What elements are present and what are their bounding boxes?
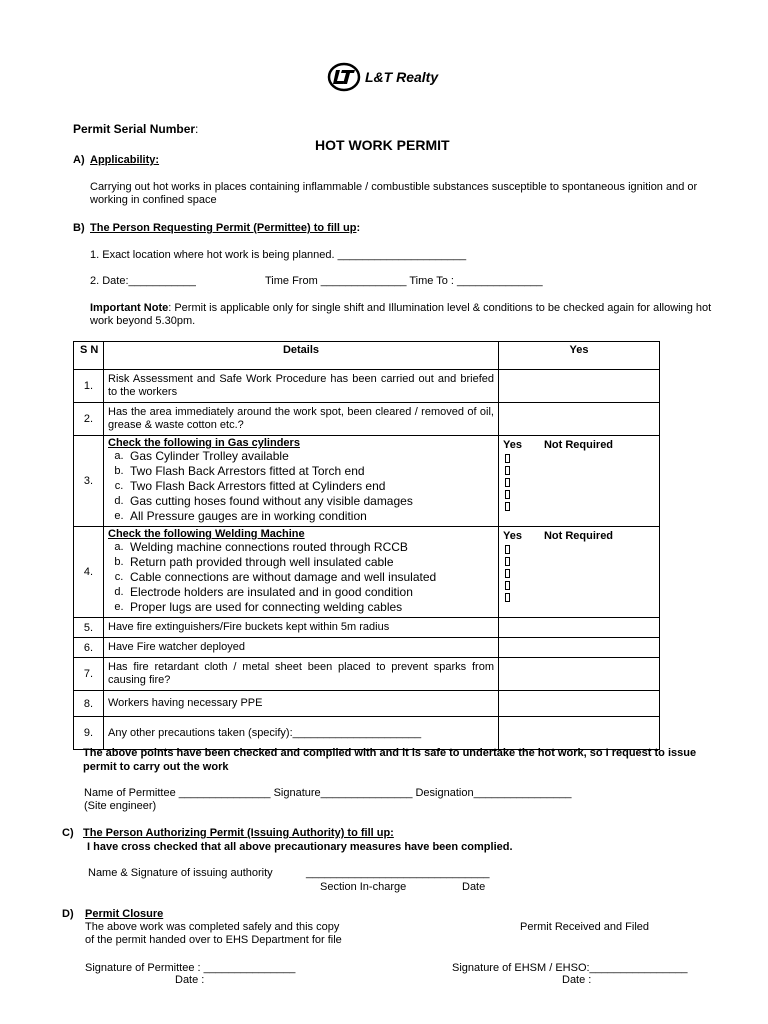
- row-details: Have Fire watcher deployed: [104, 638, 499, 658]
- item-text: Return path provided through well insulated cable: [130, 555, 394, 569]
- gas-yes-head: [503, 439, 655, 451]
- not-required-label: Not Required: [543, 530, 614, 542]
- serial-label-text: Permit Serial Number: [73, 122, 196, 136]
- header-details: Details: [104, 342, 499, 370]
- section-a-heading: Applicability:: [90, 154, 160, 166]
- closure-line-2: of the permit handed over to EHS Department for file: [85, 934, 342, 946]
- item-text: Electrode holders are insulated and in good condition: [130, 585, 413, 599]
- row-details: Has the area immediately around the work spot, been cleared / removed of oil, grease & waste cotton etc.?: [104, 403, 499, 436]
- item-letter: b.: [114, 465, 124, 477]
- lt-logo-icon: [327, 62, 361, 92]
- list-item: [108, 494, 494, 509]
- section-a-marker: A): [73, 154, 85, 166]
- page-title: HOT WORK PERMIT: [315, 137, 450, 153]
- not-required-label: Not Required: [543, 439, 614, 451]
- table-row-welding: [74, 527, 660, 618]
- table-header-row: [74, 342, 660, 370]
- yes-cell[interactable]: [499, 691, 660, 717]
- row-sn: 3.: [74, 436, 104, 527]
- gas-yes-cell[interactable]: [499, 436, 660, 527]
- item-text: Gas Cylinder Trolley available: [130, 449, 289, 463]
- table-row: [74, 717, 660, 750]
- welding-title: Check the following Welding Machine: [108, 528, 305, 540]
- closure-date-right[interactable]: Date :: [562, 974, 592, 986]
- welding-list: [108, 540, 494, 615]
- lt-realty-logo: [327, 62, 438, 92]
- row-sn: 2.: [74, 403, 104, 436]
- ehsm-signature[interactable]: Signature of EHSM / EHSO:________________: [452, 962, 688, 974]
- checkbox-icon[interactable]: [505, 478, 510, 487]
- yes-cell[interactable]: [499, 717, 660, 750]
- table-row: [74, 403, 660, 436]
- yes-cell[interactable]: [499, 638, 660, 658]
- item-text: All Pressure gauges are in working condition: [130, 509, 367, 523]
- yes-cell[interactable]: [499, 618, 660, 638]
- time-field[interactable]: Time From ______________ Time To : ______________: [265, 275, 543, 287]
- checkbox-icon[interactable]: [505, 581, 510, 590]
- closure-date-left[interactable]: Date :: [175, 974, 205, 986]
- section-b-colon: :: [356, 222, 361, 234]
- section-a-text: Carrying out hot works in places containing inflammable / combustible substances susceptible to spontaneous ignition and or working in confined space: [90, 181, 698, 206]
- brand-name: L&T Realty: [365, 69, 439, 85]
- gas-list: [108, 449, 494, 524]
- yes-label: Yes: [503, 439, 522, 451]
- item-letter: c.: [114, 571, 124, 583]
- checkbox-icon[interactable]: [505, 545, 510, 554]
- item-text: Proper lugs are used for connecting welding cables: [130, 600, 403, 614]
- row-details: Have fire extinguishers/Fire buckets kept within 5m radius: [104, 618, 499, 638]
- checkbox-icon[interactable]: [505, 593, 510, 602]
- welding-checkbox-column: [503, 545, 655, 602]
- row-details: Has fire retardant cloth / metal sheet been placed to prevent sparks from causing fire?: [104, 658, 499, 691]
- checklist-table: [73, 341, 660, 750]
- yes-cell[interactable]: [499, 370, 660, 403]
- issuing-authority-line[interactable]: ______________________________: [306, 867, 490, 879]
- item-text: Gas cutting hoses found without any visible damages: [130, 494, 413, 508]
- item-letter: c.: [114, 480, 124, 492]
- item-letter: a.: [114, 450, 124, 462]
- gas-title: Check the following in Gas cylinders: [108, 437, 300, 449]
- permit-received-label: Permit Received and Filed: [520, 921, 650, 933]
- site-engineer-label: (Site engineer): [84, 800, 157, 812]
- issuing-authority-label: Name & Signature of issuing authority: [88, 867, 273, 879]
- list-item: [108, 570, 494, 585]
- list-item: [108, 479, 494, 494]
- yes-cell[interactable]: [499, 403, 660, 436]
- list-item: [108, 555, 494, 570]
- gas-checks: [104, 436, 499, 527]
- table-row-gas: [74, 436, 660, 527]
- item-text: Two Flash Back Arrestors fitted at Torch end: [130, 464, 365, 478]
- item-letter: d.: [114, 495, 124, 507]
- list-item: [108, 600, 494, 615]
- item-text: Welding machine connections routed through RCCB: [130, 540, 408, 554]
- item-letter: e.: [114, 510, 124, 522]
- item-letter: a.: [114, 541, 124, 553]
- row-sn: 9.: [74, 717, 104, 750]
- list-item: [108, 540, 494, 555]
- item-letter: b.: [114, 556, 124, 568]
- row-sn: 1.: [74, 370, 104, 403]
- important-note: [90, 302, 715, 328]
- section-b-heading-text: The Person Requesting Permit (Permittee) to fill up: [90, 222, 357, 234]
- table-row: [74, 618, 660, 638]
- item-letter: d.: [114, 586, 124, 598]
- header-yes: Yes: [499, 342, 660, 370]
- item-text: Cable connections are without damage and well insulated: [130, 570, 437, 584]
- section-incharge-label: Section In-charge: [320, 881, 407, 893]
- section-d-heading: Permit Closure: [85, 908, 164, 920]
- closure-line-1: The above work was completed safely and this copy: [85, 921, 340, 933]
- list-item: [108, 464, 494, 479]
- welding-checks: [104, 527, 499, 618]
- row-sn: 7.: [74, 658, 104, 691]
- date-field[interactable]: 2. Date:___________: [90, 275, 196, 287]
- checkbox-icon[interactable]: [505, 454, 510, 463]
- table-row: [74, 638, 660, 658]
- section-c-subtext: I have cross checked that all above precautionary measures have been complied.: [87, 841, 513, 853]
- declaration-text: The above points have been checked and complied with and it is safe to undertake the hot work, so I request to issue permit to carry out the work: [83, 747, 697, 773]
- checkbox-icon[interactable]: [505, 569, 510, 578]
- row-details: Workers having necessary PPE: [104, 691, 499, 717]
- section-c-date-label: Date: [462, 881, 486, 893]
- location-field[interactable]: 1. Exact location where hot work is being planned. _____________________: [90, 249, 467, 261]
- list-item: [108, 449, 494, 464]
- checkbox-icon[interactable]: [505, 490, 510, 499]
- yes-label: Yes: [503, 530, 522, 542]
- checkbox-icon[interactable]: [505, 502, 510, 511]
- table-row: [74, 370, 660, 403]
- row-sn: 4.: [74, 527, 104, 618]
- section-b-heading: [90, 222, 360, 234]
- note-label: Important Note: [90, 302, 169, 314]
- permittee-signature-line[interactable]: Name of Permittee _______________ Signature_______________ Designation________________: [84, 787, 572, 799]
- row-sn: 6.: [74, 638, 104, 658]
- section-d-marker: D): [62, 908, 74, 920]
- section-c-marker: C): [62, 827, 74, 839]
- list-item: [108, 585, 494, 600]
- gas-checkbox-column: [503, 454, 655, 511]
- serial-colon: :: [195, 122, 199, 136]
- list-item: [108, 509, 494, 524]
- table-row: [74, 691, 660, 717]
- header-sn: S N: [74, 342, 104, 370]
- row-details[interactable]: Any other precautions taken (specify):_____________________: [104, 717, 499, 750]
- row-sn: 8.: [74, 691, 104, 717]
- table-row: [74, 658, 660, 691]
- item-letter: e.: [114, 601, 124, 613]
- permit-serial-label: [73, 122, 198, 136]
- checkbox-icon[interactable]: [505, 466, 510, 475]
- row-details: Risk Assessment and Safe Work Procedure has been carried out and briefed to the workers: [104, 370, 499, 403]
- welding-yes-cell[interactable]: [499, 527, 660, 618]
- welding-yes-head: [503, 530, 655, 542]
- checkbox-icon[interactable]: [505, 557, 510, 566]
- yes-cell[interactable]: [499, 658, 660, 691]
- section-b-marker: B): [73, 222, 85, 234]
- note-text: : Permit is applicable only for single shift and Illumination level & conditions to be checked again for allowing hot work beyond 5.30pm.: [90, 302, 712, 327]
- row-sn: 5.: [74, 618, 104, 638]
- section-c-heading: The Person Authorizing Permit (Issuing Authority) to fill up:: [83, 827, 394, 839]
- permittee-closure-signature[interactable]: Signature of Permittee : _______________: [85, 962, 296, 974]
- item-text: Two Flash Back Arrestors fitted at Cylinders end: [130, 479, 386, 493]
